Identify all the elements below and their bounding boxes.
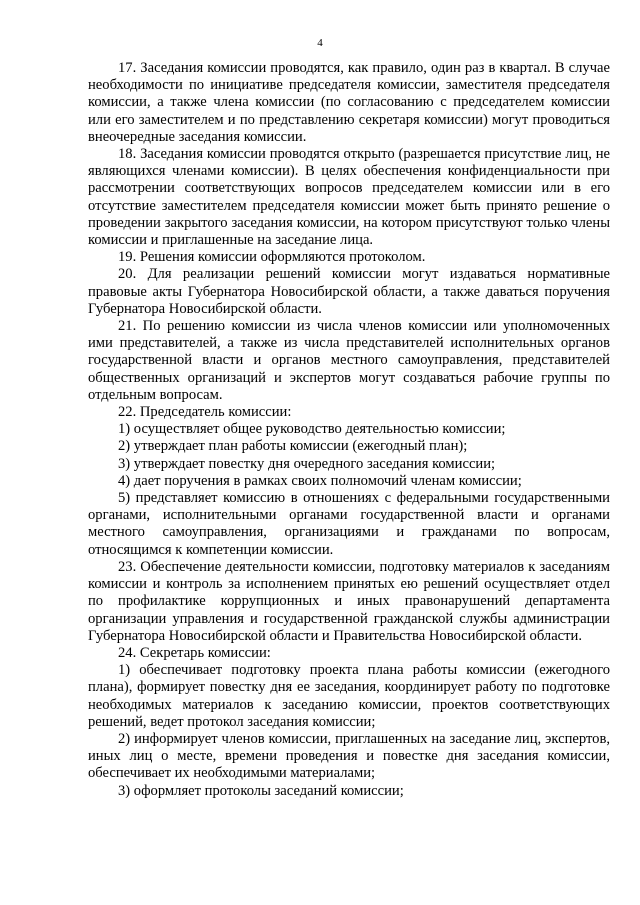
document-body <box>88 60 610 800</box>
page-number: 4 <box>317 37 323 49</box>
secretary-duty-3: 3) оформляет протоколы заседаний комиссии; <box>118 782 404 799</box>
chairman-duty-4: 4) дает поручения в рамках своих полномочий членам комиссии; <box>118 472 522 489</box>
paragraph-19: 19. Решения комиссии оформляются протоколом. <box>118 249 426 266</box>
paragraph-23: 23. Обеспечение деятельности комиссии, подготовку материалов к заседаниям комиссии и контроль за исполнением принятых ею решений осуществляет отдел по профилактике коррупционных и иных правонарушений департамента организации управления и государственной гражданской службы администрации Губернатора Новосибирской области и Правительства Новосибирской области. <box>88 558 610 644</box>
paragraph-18: 18. Заседания комиссии проводятся открыто (разрешается присутствие лиц, не являющихся членами комиссии). В целях обеспечения конфиденциальности при рассмотрении соответствующих вопросов председателем комиссии или в его отсутствие заместителем председателя комиссии может быть принято решение о проведении закрытого заседания комиссии, на котором присутствуют только члены комиссии и приглашенные на заседание лица. <box>88 146 610 249</box>
chairman-duty-2: 2) утверждает план работы комиссии (ежегодный план); <box>118 438 468 455</box>
paragraph-20: 20. Для реализации решений комиссии могут издаваться нормативные правовые акты Губернатора Новосибирской области, а также даваться поручения Губернатора Новосибирской области. <box>88 266 610 317</box>
chairman-duty-1: 1) осуществляет общее руководство деятельностью комиссии; <box>118 421 506 438</box>
secretary-duty-2: 2) информирует членов комиссии, приглашенных на заседание лиц, экспертов, иных лиц о месте, времени проведения и повестке дня заседания комиссии, обеспечивает их необходимыми материалами; <box>88 730 610 782</box>
paragraph-24-heading: 24. Секретарь комиссии: <box>118 644 271 661</box>
paragraph-17: 17. Заседания комиссии проводятся, как правило, один раз в квартал. В случае необходимости по инициативе председателя комиссии, заместителя председателя комиссии, а также члена комиссии (по согласованию с председателем комиссии или его заместителем и по представлению секретаря комиссии) могут проводиться внеочередные заседания комиссии. <box>88 60 610 145</box>
chairman-duty-5: 5) представляет комиссию в отношениях с федеральными государственными органами, исполнительными органами государственной власти и органами местного самоуправления, организациями и гражданами по вопросам, относящимся к компетенции комиссии. <box>88 490 610 558</box>
chairman-duty-3: 3) утверждает повестку дня очередного заседания комиссии; <box>118 455 496 472</box>
secretary-duty-1: 1) обеспечивает подготовку проекта плана работы комиссии (ежегодного плана), формирует повестку дня ее заседания, координирует работу по подготовке необходимых материалов к заседанию комиссии, проектов соответствующих решений, ведет протокол заседания комиссии; <box>88 662 610 730</box>
paragraph-22-heading: 22. Председатель комиссии: <box>118 404 292 421</box>
paragraph-21: 21. По решению комиссии из числа членов комиссии или уполномоченных ими представителей, а также из числа представителей исполнительных органов государственной власти и органов местного самоуправления, представителей общественных организаций и экспертов могут создаваться рабочие группы по отдельным вопросам. <box>88 318 610 403</box>
